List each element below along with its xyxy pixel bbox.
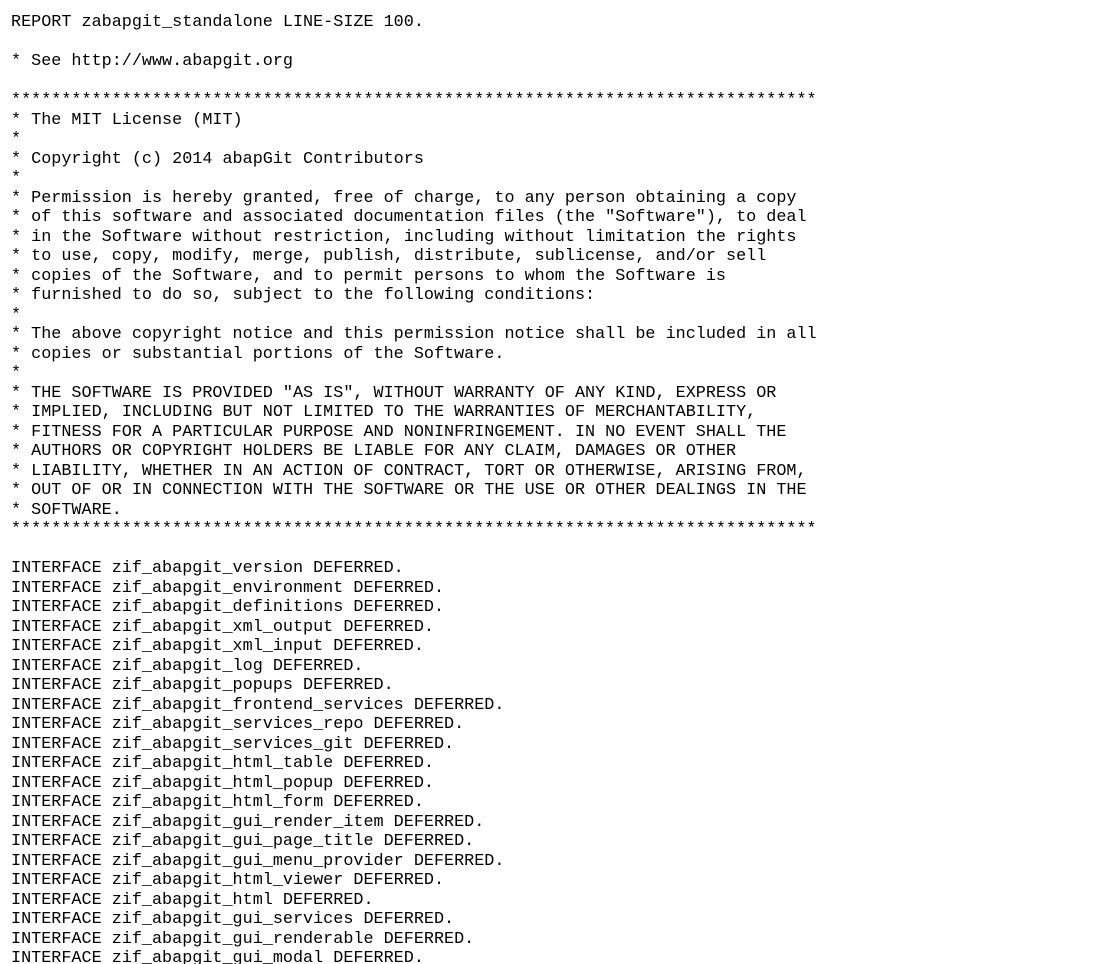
code-line: * See http://www.abapgit.org <box>11 52 293 71</box>
code-line: INTERFACE zif_abapgit_html DEFERRED. <box>11 890 374 910</box>
code-line: INTERFACE zif_abapgit_html_viewer DEFERRED. <box>11 871 445 890</box>
code-line <box>11 72 1101 92</box>
code-line: ******************************************************************************** <box>11 520 817 539</box>
code-line: * to use, copy, modify, merge, publish, distribute, sublicense, and/or sell <box>11 247 767 266</box>
code-line: * copies of the Software, and to permit persons to whom the Software is <box>11 266 726 286</box>
code-line: * FITNESS FOR A PARTICULAR PURPOSE AND NONINFRINGEMENT. IN NO EVENT SHALL THE <box>11 422 787 442</box>
code-line: INTERFACE zif_abapgit_services_repo DEFERRED. <box>11 715 465 734</box>
code-line: * <box>11 130 22 149</box>
code-line: * furnished to do so, subject to the following conditions: <box>11 286 596 305</box>
code-line: * <box>11 305 22 325</box>
code-line: INTERFACE zif_abapgit_gui_render_item DEFERRED. <box>11 812 485 832</box>
code-line: INTERFACE zif_abapgit_version DEFERRED. <box>11 559 404 578</box>
code-line: INTERFACE zif_abapgit_gui_services DEFERRED. <box>11 910 455 929</box>
code-line: * OUT OF OR IN CONNECTION WITH THE SOFTWARE OR THE USE OR OTHER DEALINGS IN THE <box>11 481 807 500</box>
code-line: * copies or substantial portions of the Software. <box>11 344 505 364</box>
code-line: INTERFACE zif_abapgit_definitions DEFERRED. <box>11 598 445 617</box>
code-line: * AUTHORS OR COPYRIGHT HOLDERS BE LIABLE FOR ANY CLAIM, DAMAGES OR OTHER <box>11 442 737 461</box>
abap-source-text <box>11 13 1101 964</box>
code-line: * The MIT License (MIT) <box>11 110 243 130</box>
code-line: INTERFACE zif_abapgit_popups DEFERRED. <box>11 676 394 695</box>
code-line: * SOFTWARE. <box>11 500 122 520</box>
code-line: * of this software and associated documentation files (the "Software"), to deal <box>11 208 807 227</box>
code-line: * IMPLIED, INCLUDING BUT NOT LIMITED TO THE WARRANTIES OF MERCHANTABILITY, <box>11 403 757 422</box>
code-line: * Permission is hereby granted, free of charge, to any person obtaining a copy <box>11 188 797 208</box>
code-line: * THE SOFTWARE IS PROVIDED "AS IS", WITHOUT WARRANTY OF ANY KIND, EXPRESS OR <box>11 383 777 403</box>
code-line: REPORT zabapgit_standalone LINE-SIZE 100. <box>11 13 424 32</box>
code-line: * in the Software without restriction, including without limitation the rights <box>11 227 797 247</box>
code-line: INTERFACE zif_abapgit_environment DEFERRED. <box>11 578 445 598</box>
code-line: INTERFACE zif_abapgit_gui_modal DEFERRED. <box>11 949 424 964</box>
code-line: * The above copyright notice and this permission notice shall be included in all <box>11 325 817 344</box>
code-line: * LIABILITY, WHETHER IN AN ACTION OF CONTRACT, TORT OR OTHERWISE, ARISING FROM, <box>11 461 807 481</box>
code-line: INTERFACE zif_abapgit_frontend_services DEFERRED. <box>11 695 505 715</box>
code-line: * <box>11 169 22 188</box>
code-line: * Copyright (c) 2014 abapGit Contributors <box>11 149 424 169</box>
code-line: INTERFACE zif_abapgit_html_form DEFERRED. <box>11 793 424 812</box>
code-line: INTERFACE zif_abapgit_gui_page_title DEFERRED. <box>11 832 475 851</box>
code-line: INTERFACE zif_abapgit_gui_menu_provider DEFERRED. <box>11 851 505 871</box>
code-line: INTERFACE zif_abapgit_xml_input DEFERRED. <box>11 637 424 656</box>
code-line <box>11 540 1101 560</box>
code-line: INTERFACE zif_abapgit_html_table DEFERRED. <box>11 754 434 773</box>
code-line: INTERFACE zif_abapgit_html_popup DEFERRED. <box>11 773 434 793</box>
code-line: INTERFACE zif_abapgit_xml_output DEFERRED. <box>11 617 434 637</box>
code-line <box>11 33 1101 53</box>
code-line: INTERFACE zif_abapgit_log DEFERRED. <box>11 656 364 676</box>
code-line: INTERFACE zif_abapgit_gui_renderable DEFERRED. <box>11 929 475 949</box>
code-line: ******************************************************************************** <box>11 91 817 110</box>
code-line: * <box>11 364 22 383</box>
code-line: INTERFACE zif_abapgit_services_git DEFERRED. <box>11 734 455 754</box>
